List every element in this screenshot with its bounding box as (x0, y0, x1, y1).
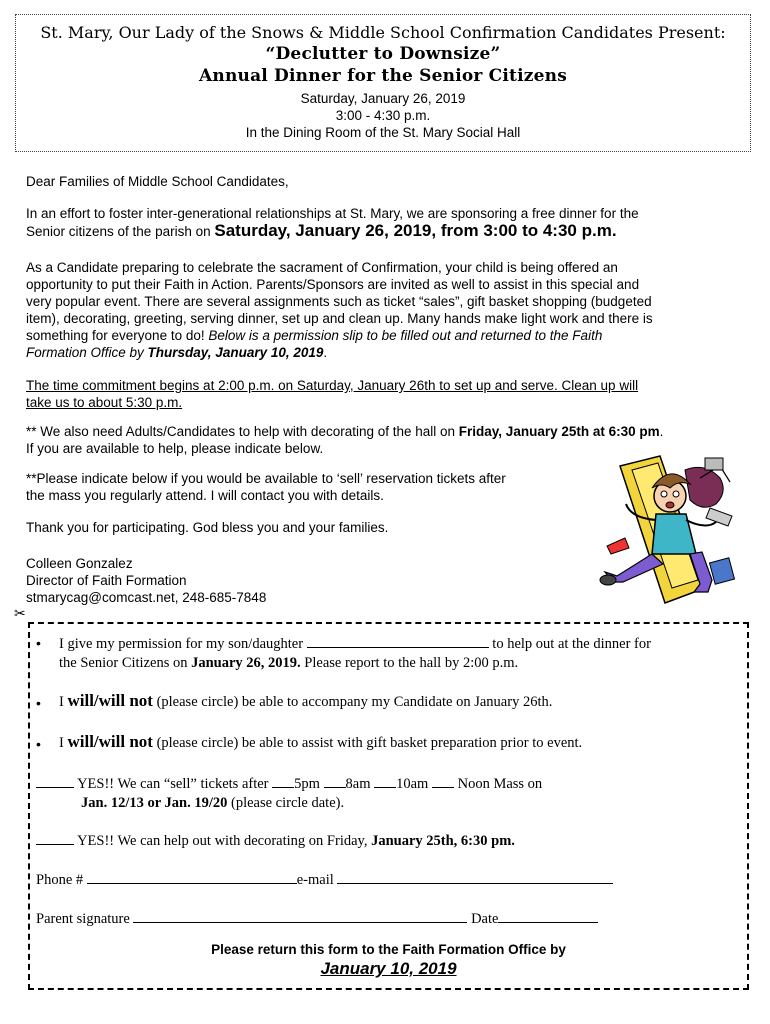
intro-line-2 (26, 222, 741, 240)
permission-statement (59, 633, 749, 673)
bullet-icon: • (36, 695, 41, 711)
mass-8am-label: 8am (345, 776, 375, 792)
paragraph-tickets (26, 470, 586, 504)
paragraph-candidates (26, 259, 741, 361)
intro-line-1: In an effort to foster inter-generational relationships at St. Mary, we are sponsoring a free dinner for the (26, 206, 639, 221)
decor-text: ** We also need Adults/Candidates to help with decorating of the hall on (26, 424, 459, 439)
accompany-option[interactable] (59, 691, 552, 712)
mass-5pm-field[interactable] (272, 773, 294, 788)
event-datetime: Saturday, January 26, 2019, from 3:00 to 4:30 p.m. (214, 221, 617, 240)
intro-text: Senior citizens of the parish on (26, 224, 215, 239)
ticket-line-1 (36, 773, 542, 794)
child-name-field[interactable] (307, 633, 489, 648)
mass-5pm-label: 5pm (294, 776, 324, 792)
ticket-sales-option (36, 773, 542, 813)
email-label: e-mail (296, 872, 338, 888)
period: . (659, 424, 664, 439)
date-field[interactable] (498, 908, 598, 923)
parent-signature-label: Parent signature (36, 911, 134, 927)
time-line: take us to about 5:30 p.m. (26, 395, 183, 410)
decorating-datetime: January 25th, 6:30 pm. (371, 833, 515, 849)
scissors-icon: ✂ (14, 605, 26, 621)
para2-line: As a Candidate preparing to celebrate the sacrament of Confirmation, your child is being offered an (26, 260, 618, 275)
tickets-line: **Please indicate below if you would be available to ‘sell’ reservation tickets after (26, 471, 506, 486)
header-place: In the Dining Room of the St. Mary Social Hall (245, 125, 521, 140)
thanks: Thank you for participating. God bless you and your families. (26, 520, 389, 535)
bullet-icon: • (36, 736, 41, 752)
decor-datetime: Friday, January 25th at 6:30 pm (458, 424, 660, 439)
option-text: (please circle) be able to accompany my Candidate on January 26th. (152, 694, 553, 710)
bullet-icon: • (36, 635, 41, 651)
permission-note: Below is a permission slip to be filled out and returned to the Faith (208, 328, 603, 343)
return-instruction: Please return this form to the Faith Formation Office by (211, 942, 566, 957)
option-text: YES!! We can “sell” tickets after (74, 776, 273, 792)
header-time: 3:00 - 4:30 p.m. (335, 108, 431, 123)
dinner-date: January 26, 2019. (191, 655, 301, 671)
will-will-not-choice[interactable]: will/will not (67, 732, 153, 751)
mass-10am-label: 10am (396, 776, 432, 792)
return-deadline-date: January 10, 2019 (320, 959, 457, 978)
gift-basket-option[interactable] (59, 732, 582, 753)
paragraph-time-commitment (26, 377, 741, 411)
tickets-line: the mass you regularly attend. I will contact you with details. (26, 488, 384, 503)
will-will-not-choice[interactable]: will/will not (67, 691, 153, 710)
mass-10am-field[interactable] (374, 773, 396, 788)
period: . (323, 345, 328, 360)
mass-noon-field[interactable] (432, 773, 454, 788)
permission-slip (28, 622, 749, 990)
parent-signature-field[interactable] (133, 908, 467, 923)
ticket-line-2 (36, 794, 542, 813)
signer-name: Colleen Gonzalez (26, 556, 133, 571)
permission-line-2 (59, 654, 749, 673)
permission-text: to help out at the dinner for (488, 636, 651, 652)
report-time: Please report to the hall by 2:00 p.m. (300, 655, 519, 671)
mass-noon-label: Noon Mass on (453, 776, 543, 792)
permission-note-cont: Formation Office by (26, 345, 148, 360)
signer-title: Director of Faith Formation (26, 573, 187, 588)
greeting: Dear Families of Middle School Candidates, (26, 174, 289, 189)
decorating-option (36, 830, 515, 851)
contact-line (36, 869, 613, 890)
mass-8am-field[interactable] (324, 773, 346, 788)
date-label: Date (467, 911, 499, 927)
signature-line (36, 908, 598, 929)
yes-tickets-field[interactable] (36, 773, 74, 788)
decor-line: If you are available to help, please indicate below. (26, 441, 324, 456)
permission-text: I give my permission for my son/daughter (59, 636, 307, 652)
header-box (15, 14, 751, 152)
para2-line (26, 344, 741, 361)
para2-line: item), decorating, greeting, serving dinner, set up and clean up. Many hands make light work and there is (26, 311, 653, 326)
decor-line (26, 423, 741, 440)
permission-text: the Senior Citizens on (59, 655, 192, 671)
header-subtitle-theme: “Declutter to Downsize” (265, 44, 501, 64)
option-text: YES!! We can help out with decorating on Friday, (74, 833, 372, 849)
header-subtitle-event: Annual Dinner for the Senior Citizens (199, 66, 567, 86)
header-date: Saturday, January 26, 2019 (300, 91, 466, 106)
yes-decorating-field[interactable] (36, 830, 74, 845)
return-deadline: Thursday, January 10, 2019 (147, 345, 324, 360)
email-field[interactable] (337, 869, 613, 884)
option-text: (please circle date). (227, 795, 345, 811)
para2-text: something for everyone to do! (26, 328, 209, 343)
option-text: (please circle) be able to assist with gift basket preparation prior to event. (152, 735, 583, 751)
signer-contact: stmarycag@comcast.net, 248-685-7848 (26, 590, 267, 605)
option-text: I (59, 735, 68, 751)
permission-line-1 (59, 633, 749, 654)
option-text: I (59, 694, 68, 710)
header-title: St. Mary, Our Lady of the Snows & Middle School Confirmation Candidates Present: (40, 23, 726, 42)
para2-line: very popular event. There are several assignments such as ticket “sales”, gift basket shopping (budgeted (26, 294, 652, 309)
cartoon-clutter-figure (590, 448, 745, 608)
paragraph-intro (26, 205, 741, 240)
weekend-dates[interactable]: Jan. 12/13 or Jan. 19/20 (81, 795, 228, 811)
para2-line (26, 327, 741, 344)
time-line: The time commitment begins at 2:00 p.m. on Saturday, January 26th to set up and serve. Clean up will (26, 378, 639, 393)
phone-field[interactable] (87, 869, 297, 884)
phone-label: Phone # (36, 872, 87, 888)
para2-line: opportunity to put their Faith in Action. Parents/Sponsors are invited as well to assist in this special and (26, 277, 640, 292)
